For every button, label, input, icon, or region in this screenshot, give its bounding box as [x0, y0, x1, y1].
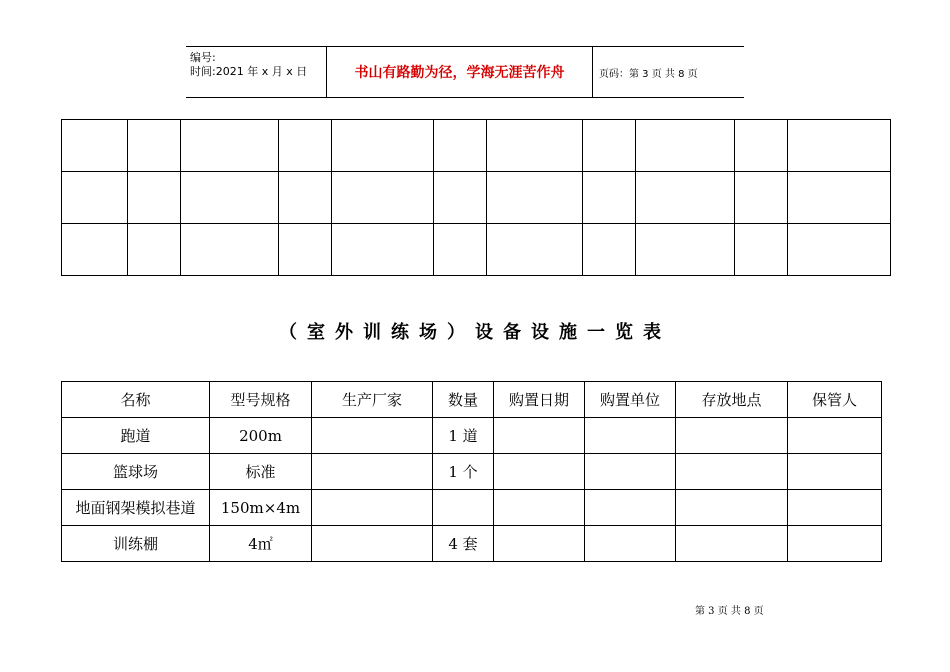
grid-cell — [487, 224, 583, 276]
table-cell: 篮球场 — [62, 454, 210, 490]
column-header: 生产厂家 — [312, 382, 433, 418]
table-header-row — [62, 382, 882, 418]
grid-cell — [788, 224, 891, 276]
grid-cell — [788, 172, 891, 224]
grid-cell — [62, 172, 128, 224]
table-cell — [676, 454, 788, 490]
grid-cell — [788, 120, 891, 172]
header-meta — [186, 47, 327, 97]
table-cell: 4㎡ — [210, 526, 312, 562]
table-cell: 200m — [210, 418, 312, 454]
page-header — [186, 46, 744, 98]
grid-cell — [62, 120, 128, 172]
table-cell: 150m×4m — [210, 490, 312, 526]
table-row — [62, 454, 882, 490]
grid-cell — [583, 172, 636, 224]
table-cell — [585, 526, 676, 562]
table-cell — [494, 454, 585, 490]
grid-cell — [487, 172, 583, 224]
table-cell — [585, 418, 676, 454]
table-cell — [312, 526, 433, 562]
column-header: 名称 — [62, 382, 210, 418]
table-cell — [312, 454, 433, 490]
table-cell: 训练棚 — [62, 526, 210, 562]
page-footer: 第 3 页 共 8 页 — [695, 606, 764, 617]
column-header: 购置日期 — [494, 382, 585, 418]
grid-cell — [128, 120, 181, 172]
grid-cell — [332, 224, 434, 276]
grid-cell — [583, 224, 636, 276]
column-header: 存放地点 — [676, 382, 788, 418]
table-cell — [312, 418, 433, 454]
grid-row — [62, 172, 891, 224]
table-cell — [585, 454, 676, 490]
equipment-table — [61, 381, 882, 562]
grid-cell — [332, 172, 434, 224]
grid-cell — [434, 120, 487, 172]
table-cell — [788, 526, 882, 562]
grid-cell — [487, 120, 583, 172]
table-row — [62, 418, 882, 454]
empty-grid-table — [61, 119, 891, 276]
grid-cell — [128, 224, 181, 276]
table-row — [62, 526, 882, 562]
grid-cell — [181, 120, 279, 172]
table-cell: 4 套 — [433, 526, 494, 562]
grid-cell — [181, 224, 279, 276]
grid-cell — [735, 172, 788, 224]
grid-cell — [279, 120, 332, 172]
grid-cell — [735, 224, 788, 276]
column-header: 保管人 — [788, 382, 882, 418]
motto: 书山有路勤为径，学海无涯苦作舟 — [327, 47, 593, 97]
table-cell — [433, 490, 494, 526]
grid-cell — [332, 120, 434, 172]
table-row — [62, 490, 882, 526]
grid-cell — [636, 120, 735, 172]
table-cell — [494, 526, 585, 562]
column-header: 数量 — [433, 382, 494, 418]
grid-row — [62, 224, 891, 276]
grid-cell — [279, 224, 332, 276]
table-cell: 跑道 — [62, 418, 210, 454]
table-cell — [494, 490, 585, 526]
table-cell — [788, 454, 882, 490]
table-cell — [788, 418, 882, 454]
grid-cell — [434, 224, 487, 276]
table-cell — [676, 418, 788, 454]
grid-cell — [735, 120, 788, 172]
column-header: 型号规格 — [210, 382, 312, 418]
grid-cell — [636, 224, 735, 276]
grid-cell — [583, 120, 636, 172]
table-cell — [312, 490, 433, 526]
table-cell — [788, 490, 882, 526]
table-cell — [676, 490, 788, 526]
grid-cell — [181, 172, 279, 224]
table-cell — [676, 526, 788, 562]
grid-row — [62, 120, 891, 172]
table-cell: 1 道 — [433, 418, 494, 454]
table-cell: 标准 — [210, 454, 312, 490]
column-header: 购置单位 — [585, 382, 676, 418]
grid-cell — [636, 172, 735, 224]
grid-cell — [128, 172, 181, 224]
grid-cell — [434, 172, 487, 224]
grid-cell — [62, 224, 128, 276]
table-cell — [494, 418, 585, 454]
number-label: 编号: — [190, 51, 216, 64]
page-code: 页码：第 3 页 共 8 页 — [599, 68, 698, 80]
table-cell: 地面钢架模拟巷道 — [62, 490, 210, 526]
table-cell: 1 个 — [433, 454, 494, 490]
grid-cell — [279, 172, 332, 224]
page-title: （室外训练场）设备设施一览表 — [279, 322, 671, 343]
table-cell — [585, 490, 676, 526]
time-label: 时间:2021 年 x 月 x 日 — [190, 65, 308, 78]
